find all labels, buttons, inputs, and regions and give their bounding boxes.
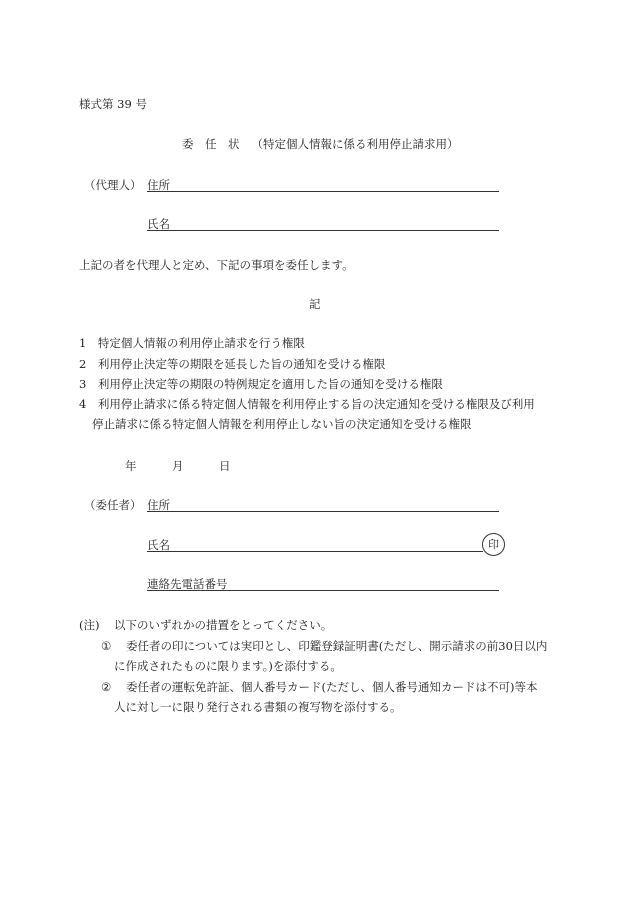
principal-phone-field[interactable] [147, 590, 499, 591]
item-2: 2 利用停止決定等の期限を延長した旨の通知を受ける権限 [79, 357, 386, 371]
seal-mark: 印 [482, 533, 505, 556]
agent-name-field[interactable] [147, 230, 499, 231]
document-title [182, 137, 459, 152]
date-day: 日 [219, 459, 231, 473]
note-1-number: ① [101, 639, 112, 653]
note-2-line-1: 委任者の運転免許証、個人番号カード(ただし、個人番号通知カードは不可)等本 [126, 680, 538, 694]
principal-address-label: 住所 [147, 498, 170, 512]
note-1-line-1: 委任者の印については実印とし、印鑑登録証明書(ただし、開示請求の前30日以内 [126, 639, 548, 653]
principal-phone-label: 連絡先電話番号 [147, 577, 228, 591]
intro-text: 上記の者を代理人と定め、下記の事項を委任します。 [79, 258, 354, 272]
ki-heading: 記 [309, 297, 321, 311]
principal-label: （委任者） [84, 498, 142, 512]
agent-address-label: 住所 [147, 178, 170, 192]
agent-address-field[interactable] [147, 191, 499, 192]
date-year: 年 [125, 459, 137, 473]
note-2-line-2: 人に対し一に限り発行される書類の複写物を添付する。 [114, 700, 402, 714]
note-2-number: ② [101, 680, 112, 694]
title-sub: （特定個人情報に係る利用停止請求用） [251, 137, 459, 151]
principal-name-field[interactable] [147, 551, 483, 552]
note-1-line-2: に作成されたものに限ります。)を添付する。 [114, 659, 342, 673]
notes-intro: 以下のいずれかの措置をとってください。 [114, 618, 333, 632]
title-main: 委 任 状 [182, 137, 240, 151]
item-3: 3 利用停止決定等の期限の特例規定を適用した旨の通知を受ける権限 [79, 377, 443, 391]
agent-label: （代理人） [84, 178, 142, 192]
principal-address-field[interactable] [147, 511, 499, 512]
agent-name-label: 氏名 [147, 217, 170, 231]
item-4: 4 利用停止請求に係る特定個人情報を利用停止する旨の決定通知を受ける権限及び利用 [79, 397, 535, 411]
date-month: 月 [172, 459, 184, 473]
item-1: 1 特定個人情報の利用停止請求を行う権限 [79, 336, 305, 350]
form-number: 様式第 39 号 [79, 97, 147, 111]
notes-label: (注) [79, 618, 100, 632]
principal-name-label: 氏名 [147, 538, 170, 552]
item-4-continued: 停止請求に係る特定個人情報を利用停止しない旨の決定通知を受ける権限 [92, 417, 472, 431]
